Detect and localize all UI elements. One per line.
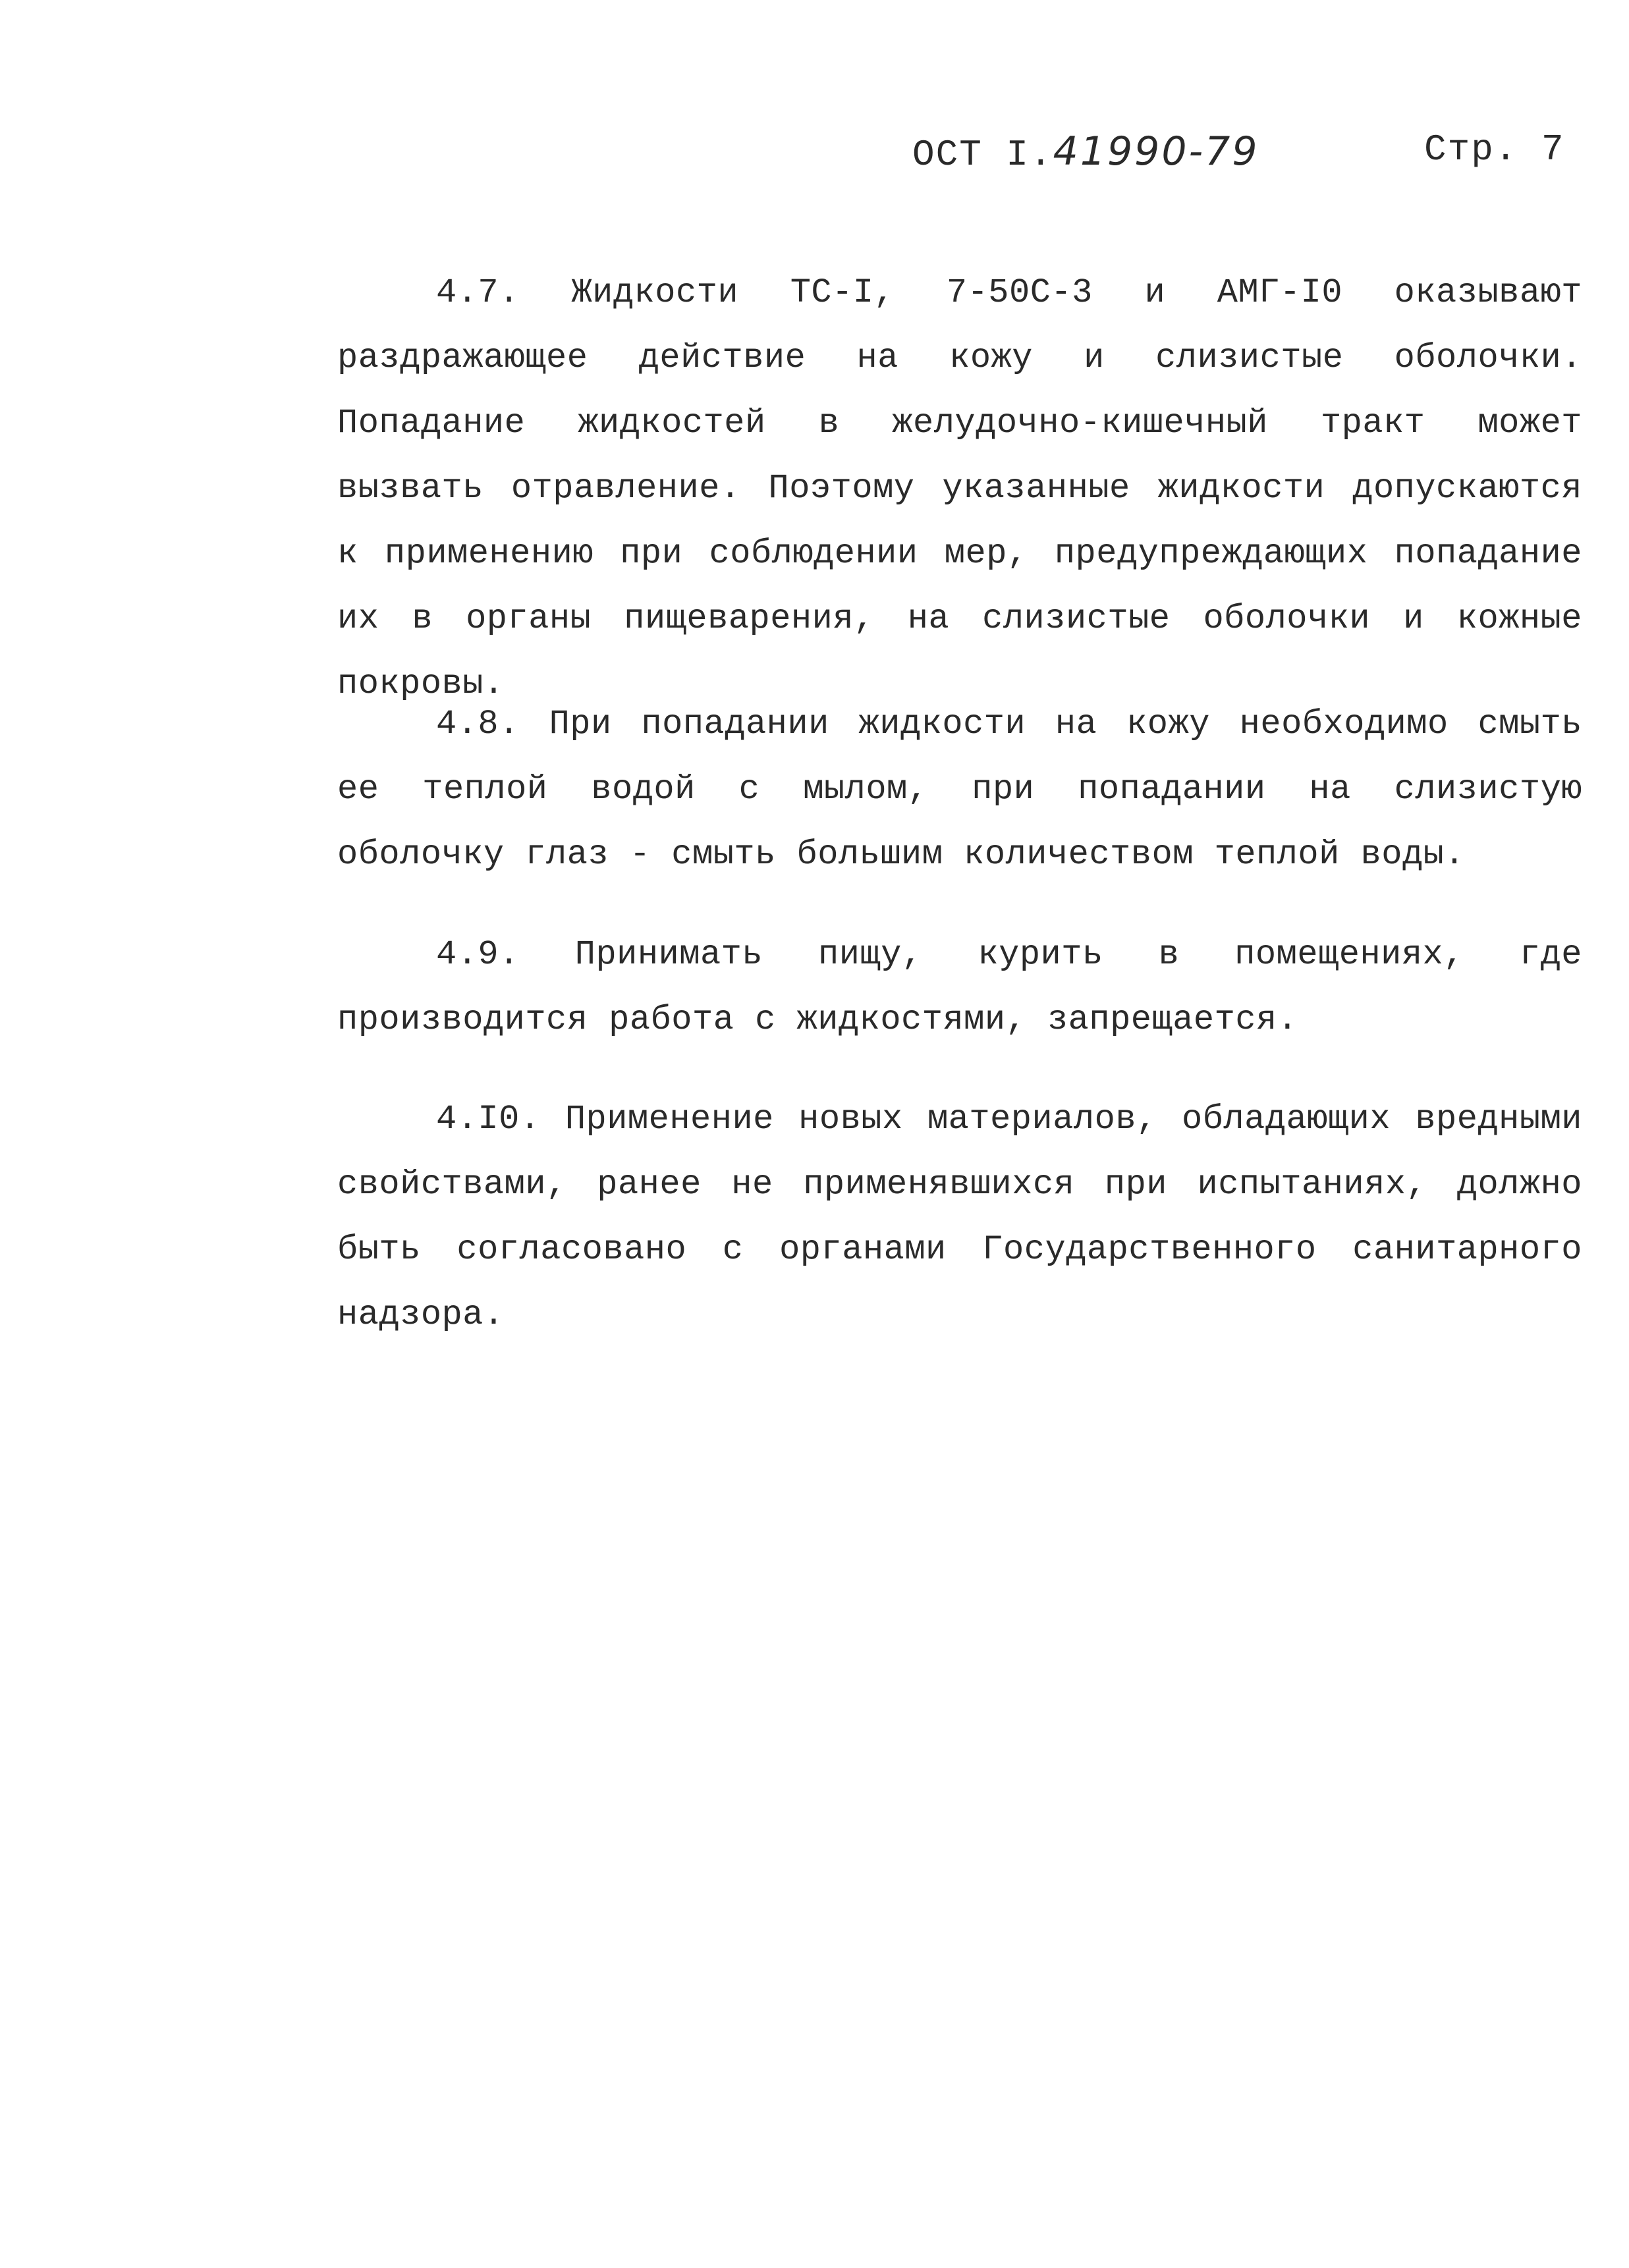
paragraph-4-9: 4.9. Принимать пищу, курить в помещениях, где производится работа с жидкостями, запрещается. <box>337 935 1582 1039</box>
paragraph-4-10: 4.I0. Применение новых материалов, обладающих вредными свойствами, ранее не применявшихся при испытаниях, должно быть согласовано с органами Государственного санитарного надзора. <box>337 1100 1582 1334</box>
document-code-prefix: ОСТ I. <box>912 134 1053 176</box>
page-header <box>0 128 1629 188</box>
document-code-number: 41990-79 <box>1053 128 1259 175</box>
document-code <box>912 128 1259 176</box>
page-number: Стр. 7 <box>1424 128 1565 171</box>
paragraph-4-8: 4.8. При попадании жидкости на кожу необходимо смыть ее теплой водой с мылом, при попадании на слизистую оболочку глаз - смыть большим количеством теплой воды. <box>337 705 1582 874</box>
paragraph-4-7: 4.7. Жидкости ТС-I, 7-50С-3 и АМГ-I0 оказывают раздражающее действие на кожу и слизистые оболочки. Попадание жидкостей в желудочно-кишечный тракт может вызвать отравление. Поэтому указанные жидкости допускаются к применению при соблюдении мер, предупреждающих попадание их в органы пищеварения, на слизистые оболочки и кожные покровы. <box>337 273 1582 703</box>
